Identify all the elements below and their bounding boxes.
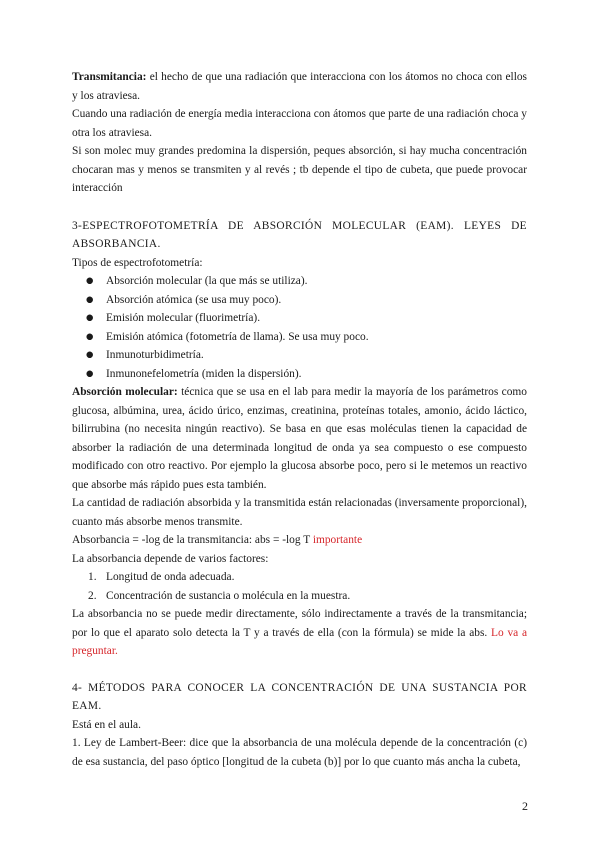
transmitancia-term: Transmitancia: — [72, 71, 147, 83]
absorcion-molecular-paragraph — [72, 383, 527, 494]
spacer — [72, 661, 527, 679]
importante-note: importante — [312, 534, 363, 546]
no-medir-paragraph — [72, 605, 527, 661]
page-number: 2 — [522, 799, 528, 813]
section4-heading: 4- MÉTODOS PARA CONOCER LA CONCENTRACIÓN DE UNA SUSTANCIA POR EAM. — [72, 681, 527, 712]
list-item: ● Inmunonefelometría (miden la dispersión). — [72, 365, 527, 384]
factores-list — [72, 568, 527, 605]
document-page — [72, 68, 527, 771]
cantidad-paragraph: La cantidad de radiación absorbida y la transmitida están relacionadas (inversamente proporcional), cuanto más absorbe menos transmite. — [72, 497, 527, 528]
list-item — [72, 587, 527, 606]
list-item: ● Inmunoturbidimetría. — [72, 346, 527, 365]
aula-paragraph: Está en el aula. — [72, 718, 141, 731]
absorcion-molecular-text: técnica que se usa en el lab para medir la mayoría de los parámetros como glucosa, albúmina, urea, ácido úrico, enzimas, creatinina, proteínas totales, amonio, ácido láctico, bilirrubina (no necesita ningún reactivo). Se basa en que esas moléculas tienen la capacidad de absorber la radiación de una determinada longitud de onda ya sea compuesto o ese compuesto modificado con otro reactivo. Por ejemplo la glucosa absorbe poco, pero si le metemos un reactivo que absorbe más rápido pues esta también. — [72, 386, 527, 491]
list-text: Concentración de sustancia o molécula en la muestra. — [106, 589, 351, 602]
list-text: Longitud de onda adecuada. — [106, 571, 235, 583]
formula-paragraph — [72, 531, 527, 550]
lambert-beer-paragraph: 1. Ley de Lambert-Beer: dice que la absorbancia de una molécula depende de la concentración (c) de esa sustancia, del paso óptico [longitud de la cubeta (b)] por lo que cuanto más ancha la cubeta, — [72, 737, 527, 768]
absorcion-molecular-term: Absorción molecular: — [72, 386, 178, 398]
transmitancia-text: el hecho de que una radiación que interacciona con los átomos no choca con ellos y los atraviesa. — [72, 71, 527, 102]
list-item: ● Absorción molecular (la que más se utiliza). — [72, 272, 527, 291]
tipos-label: Tipos de espectrofotometría: — [72, 256, 203, 269]
preguntar-note: Lo va a preguntar. — [72, 626, 527, 657]
list-number: 1. — [88, 571, 97, 583]
list-item — [72, 568, 527, 587]
list-item: ● Emisión atómica (fotometría de llama). Se usa muy poco. — [72, 328, 527, 347]
energia-media-paragraph: Cuando una radiación de energía media interacciona con átomos que parte de una radiación choca y otra los atraviesa. — [72, 108, 527, 139]
no-medir-text: La absorbancia no se puede medir directamente, sólo indirectamente a través de la transmitancia; por lo que el aparato solo detecta la T y a través de ella (con la fórmula) se mide la abs. — [72, 608, 527, 639]
spacer — [72, 198, 527, 217]
section3-heading: 3-ESPECTROFOTOMETRÍA DE ABSORCIÓN MOLECULAR (EAM). LEYES DE ABSORBANCIA. — [72, 219, 527, 250]
list-item: ● Emisión molecular (fluorimetría). — [72, 309, 527, 328]
factores-label: La absorbancia depende de varios factores: — [72, 552, 269, 565]
tipos-list — [72, 272, 527, 383]
list-number: 2. — [88, 589, 97, 602]
list-item: ● Absorción atómica (se usa muy poco). — [72, 291, 527, 310]
transmitancia-paragraph — [72, 68, 527, 105]
formula-text: Absorbancia = -log de la transmitancia: abs = -log T — [72, 534, 313, 546]
molec-grandes-paragraph: Si son molec muy grandes predomina la dispersión, peques absorción, si hay mucha concentración chocaran mas y menos se transmiten y al revés ; tb depende el tipo de cubeta, que puede provocar interacción — [72, 145, 527, 194]
